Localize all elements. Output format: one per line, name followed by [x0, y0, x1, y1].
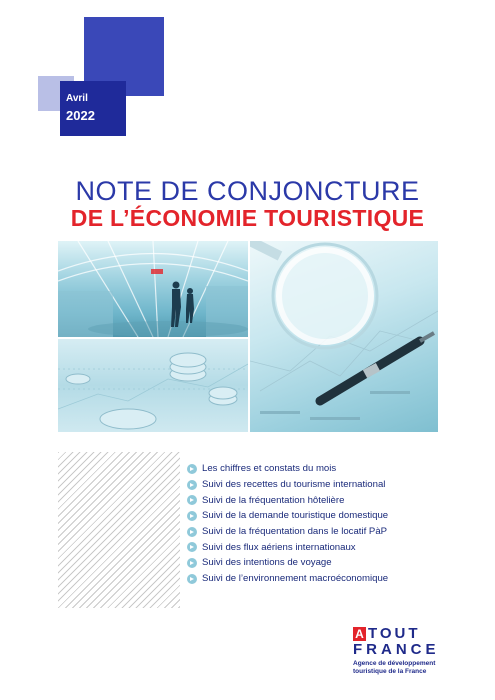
logo-word-france: FRANCE: [353, 641, 440, 658]
contents-list: [187, 461, 388, 587]
arrow-bullet-icon: [187, 495, 197, 505]
document-title: NOTE DE CONJONCTURE: [75, 176, 420, 206]
arrow-bullet-icon: [187, 511, 197, 521]
logo-tagline-2: touristique de la France: [353, 667, 427, 675]
arrow-bullet-icon: [187, 574, 197, 584]
list-item: Suivi de la fréquentation dans le locatif PàP: [187, 524, 388, 540]
list-item: Suivi des recettes du tourisme international: [187, 477, 388, 493]
list-item: Suivi de la fréquentation hôtelière: [187, 492, 388, 508]
list-item: Suivi de la demande touristique domestique: [187, 508, 388, 524]
list-item: Les chiffres et constats du mois: [187, 461, 388, 477]
arrow-bullet-icon: [187, 542, 197, 552]
arrow-bullet-icon: [187, 527, 197, 537]
list-item: Suivi des flux aériens internationaux: [187, 539, 388, 555]
issue-year: 2022: [66, 108, 95, 123]
logo-tagline-1: Agence de développement: [353, 660, 436, 667]
issue-month: Avril: [66, 93, 88, 104]
logo-word-tout: TOUT: [368, 625, 421, 642]
list-item: Suivi de l’environnement macroéconomique: [187, 571, 388, 587]
list-item: Suivi des intentions de voyage: [187, 555, 388, 571]
arrow-bullet-icon: [187, 480, 197, 490]
document-subtitle: DE L’ÉCONOMIE TOURISTIQUE: [70, 205, 425, 231]
airport-photo: [58, 241, 248, 337]
logo-initial: A: [353, 627, 366, 641]
arrow-bullet-icon: [187, 464, 197, 474]
arrow-bullet-icon: [187, 558, 197, 568]
atout-france-logo: [353, 626, 449, 675]
hatched-decoration: [58, 452, 180, 608]
finance-documents-photo: [250, 241, 438, 432]
coins-charts-photo: [58, 339, 248, 432]
